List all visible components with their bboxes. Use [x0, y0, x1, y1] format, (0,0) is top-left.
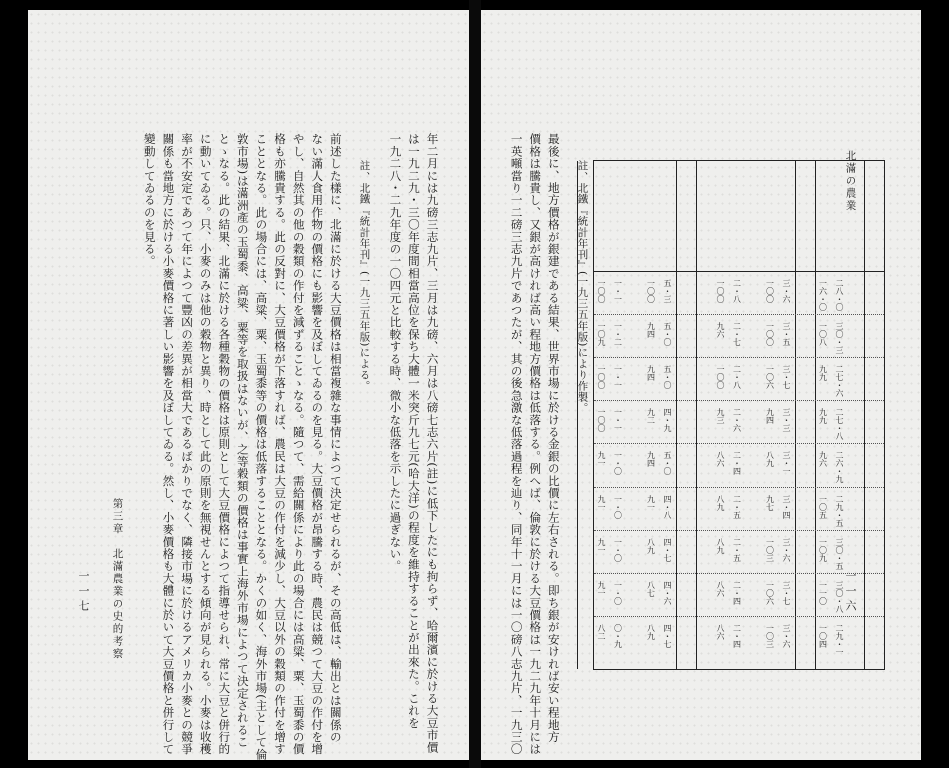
text-column: 率が不安定であつて年によつて豐凶の差異が相當大であるばかりでなく、隣接市場に於けるアメリカ小麥との競爭: [180, 133, 195, 756]
text-column: やし、自然其の他の穀類の作付を減ずることゝなる。隨つて、需給關係により此の場合には高粱、粟、玉蜀黍の價: [291, 133, 306, 756]
table-cell: 一〇三: [765, 537, 775, 562]
text-column: 前述した樣に、北滿に於ける大豆價格は相當複雜な事情によつて決定せられるが、その高低は、輸出とは關係の: [328, 133, 343, 743]
table-rule: [795, 161, 796, 669]
table-cell: 九一: [597, 580, 606, 597]
table-cell: 二九・五: [835, 494, 844, 527]
table-cell: 五・三: [663, 279, 672, 303]
table-cell: 一・〇: [613, 494, 623, 519]
table-rule: [594, 443, 884, 444]
right-page: [481, 10, 921, 760]
table-cell: 八七: [646, 580, 656, 597]
table-cell: 二八・〇: [835, 279, 844, 311]
table-cell: 二七・六: [835, 365, 844, 398]
table-cell: 五・〇: [663, 365, 672, 390]
table-cell: 八九: [716, 537, 725, 554]
table-cell: 二・四: [732, 623, 742, 648]
table-cell: 一〇〇: [765, 322, 775, 347]
text-column: に動いてゐる。只、小麥のみは他の穀物と異り、時として此の原則を無視せんとする傾向が見られる。小麥は收穫: [198, 133, 213, 756]
table-cell: 八九: [716, 494, 725, 511]
running-header: 第三章 北滿農業の史的考察: [111, 498, 124, 661]
left-page: [28, 10, 469, 760]
table-cell: 九九: [818, 408, 828, 425]
table-cell: 九一: [646, 494, 656, 511]
footnote: 註、北鐵『統計年刊』(一九三五年版)により作製。: [576, 160, 589, 414]
table-cell: 三・六: [782, 623, 791, 648]
table-cell: 二・五: [732, 494, 742, 519]
table-rule: [594, 400, 884, 401]
table-cell: 八九: [646, 537, 656, 554]
table-rule: [696, 161, 697, 669]
table-cell: 一一〇: [818, 580, 828, 605]
table-rule: [594, 487, 884, 488]
table-cell: 九二: [646, 408, 656, 425]
footnote: 註、北鐵『統計年刊』(一九三五年版)による。: [358, 160, 371, 392]
table-cell: 九四: [646, 365, 656, 382]
table-cell: 三〇・八: [835, 580, 844, 613]
text-column: とゝなる。此の結果、北滿に於ける各種穀物の價格は原則として大豆價格によつて指導せられ、常に大豆と併行的: [217, 133, 232, 756]
table-rule: [594, 314, 884, 315]
table-cell: 三・七: [782, 365, 791, 390]
table-cell: 九四: [646, 451, 656, 468]
table-cell: 一・二: [613, 322, 623, 347]
table-cell: 三・五: [782, 322, 791, 347]
table-cell: 八九: [765, 451, 775, 468]
table-cell: 一〇〇: [597, 365, 606, 390]
text-column: は一九二九・三〇年度間相當高位を保ち大體一米突斤九七元(哈大洋)の程度を維持することが出來た。これを: [406, 133, 421, 729]
text-column: 年二月には九磅三志九片、三月は九磅、六月は八磅七志六片(註)に低下したにも拘らず、哈爾濱に於ける大豆市價: [425, 133, 440, 754]
table-cell: 一〇三: [765, 623, 775, 648]
table-cell: 一〇四: [818, 623, 828, 648]
table-cell: 三〇・三: [835, 322, 844, 355]
table-cell: 九四: [646, 322, 656, 339]
text-column: 格も亦騰貴する。此の反對に、大豆價格が下落すれば、農民は大豆の作付を減少し、大豆以外の穀類の作付を增す: [273, 133, 288, 756]
table-cell: 三・六: [782, 279, 791, 303]
table-cell: 八六: [716, 580, 725, 597]
table-cell: 九三: [716, 408, 725, 425]
table-cell: 二・四: [732, 580, 742, 605]
table-cell: 二・八: [732, 279, 742, 303]
table-cell: 五・〇: [663, 322, 672, 347]
table-rule: [676, 161, 677, 669]
table-rule: [594, 530, 884, 531]
table-rule: [594, 616, 884, 617]
table-cell: 九一: [597, 537, 606, 554]
table-cell: 四・六: [663, 580, 672, 605]
table-cell: 九六: [716, 322, 725, 339]
table-cell: 九四: [765, 408, 775, 425]
table-cell: 三〇・五: [835, 537, 844, 570]
table-cell: 八六: [716, 623, 725, 640]
table-cell: 一・一: [613, 408, 623, 433]
page-number: 一一七: [77, 570, 90, 615]
table-cell: 八九: [646, 623, 656, 640]
text-column: 一九二八・二九年度の一〇四元と比較する時、微小な低落を示したに過ぎない。: [388, 133, 403, 573]
table-cell: 九九: [818, 365, 828, 382]
text-column: ない滿人食用作物の價格にも影響を及ぼしてゐるのを見る。大豆價格が昂騰する時、農民は競つて大豆の作付を增: [310, 133, 325, 756]
table-cell: 三・三: [782, 408, 791, 433]
table-cell: 一・〇: [613, 451, 623, 476]
table-rule: [594, 573, 884, 574]
page-number: 一一六: [844, 570, 857, 615]
price-table: [593, 160, 885, 670]
table-cell: 一・〇: [613, 580, 623, 605]
table-cell: 〇・九: [613, 623, 623, 648]
table-cell: 二六・九: [835, 451, 844, 484]
table-cell: 九一: [597, 494, 606, 511]
table-cell: 一〇九: [597, 322, 606, 347]
table-cell: 三・六: [782, 537, 791, 562]
table-cell: 二・七: [732, 322, 742, 347]
table-cell: 五・〇: [663, 451, 672, 476]
text-column: 變動してゐるのを見る。: [142, 133, 157, 268]
text-column: こととなる。此の場合には、高粱、粟、玉蜀黍等の價格は低落することとなる。かくの如く、海外市場(主として倫: [254, 133, 269, 760]
table-rule: [864, 161, 865, 669]
table-cell: 二・六: [732, 408, 742, 433]
table-cell: 一〇〇: [597, 279, 606, 303]
table-cell: 四・九: [663, 408, 672, 433]
table-cell: 九一: [597, 451, 606, 468]
text-column: 敦市場)は滿洲產の玉蜀黍、高粱、粟等を取扱はないが、之等穀類の價格は事實上海外市場によつて決定されるこ: [235, 133, 250, 749]
table-cell: 二・五: [732, 537, 742, 562]
table-cell: 一〇〇: [646, 279, 656, 303]
table-cell: 一〇八: [818, 322, 828, 347]
running-header: 北滿の農業: [844, 150, 857, 213]
table-cell: 一六・〇: [818, 279, 828, 311]
table-cell: 三・七: [782, 580, 791, 605]
table-cell: 一〇〇: [765, 279, 775, 303]
table-rule: [815, 161, 816, 669]
table-cell: 三・四: [782, 494, 791, 519]
table-cell: 八六: [716, 451, 725, 468]
table-rule: [594, 271, 884, 272]
table-cell: 一〇九: [818, 537, 828, 562]
table-cell: 二七・八: [835, 408, 844, 441]
book-gutter: [469, 0, 481, 768]
table-cell: 一・一: [613, 365, 623, 390]
table-cell: 一〇〇: [716, 279, 725, 303]
table-cell: 九六: [818, 451, 828, 468]
table-cell: 八二: [597, 623, 606, 640]
table-cell: 一〇〇: [716, 365, 725, 390]
table-rule: [594, 357, 884, 358]
table-cell: 一〇六: [765, 580, 775, 605]
table-cell: 三・一: [782, 451, 791, 476]
table-cell: 四・八: [663, 494, 672, 519]
table-cell: 九七: [765, 494, 775, 511]
table-cell: 一・一: [613, 279, 623, 303]
table-cell: 二・四: [732, 451, 742, 476]
table-cell: 二九・一: [835, 623, 844, 656]
table-cell: 四・七: [663, 537, 672, 562]
table-cell: 一・〇: [613, 537, 623, 562]
table-cell: 一〇〇: [597, 408, 606, 433]
table-cell: 一〇六: [765, 365, 775, 390]
table-cell: 二・八: [732, 365, 742, 390]
text-column: 關係も當地方に於ける小麥價格に著しい影響を及ぼしてゐる。然し、小麥價格も大體に於いて大豆價格と併行して: [161, 133, 176, 756]
text-column: 價格は騰貴し、又銀が高ければ高い程地方價格は低落する。例へば、倫敦に於ける大豆價格は一九二九年十月には: [528, 133, 543, 756]
table-cell: 四・七: [663, 623, 672, 648]
table-cell: 一〇五: [818, 494, 828, 519]
text-column: 一英噸當り一二磅三志九片であつたが、其の後急激な低落過程を辿り、同年十一月には一〇磅八志九片、一九三〇: [509, 133, 524, 756]
text-column: 最後に、地方價格が銀建である結果、世界市場に於ける金銀の比價に左右される。即ち銀が安ければ安い程地方: [546, 133, 561, 743]
